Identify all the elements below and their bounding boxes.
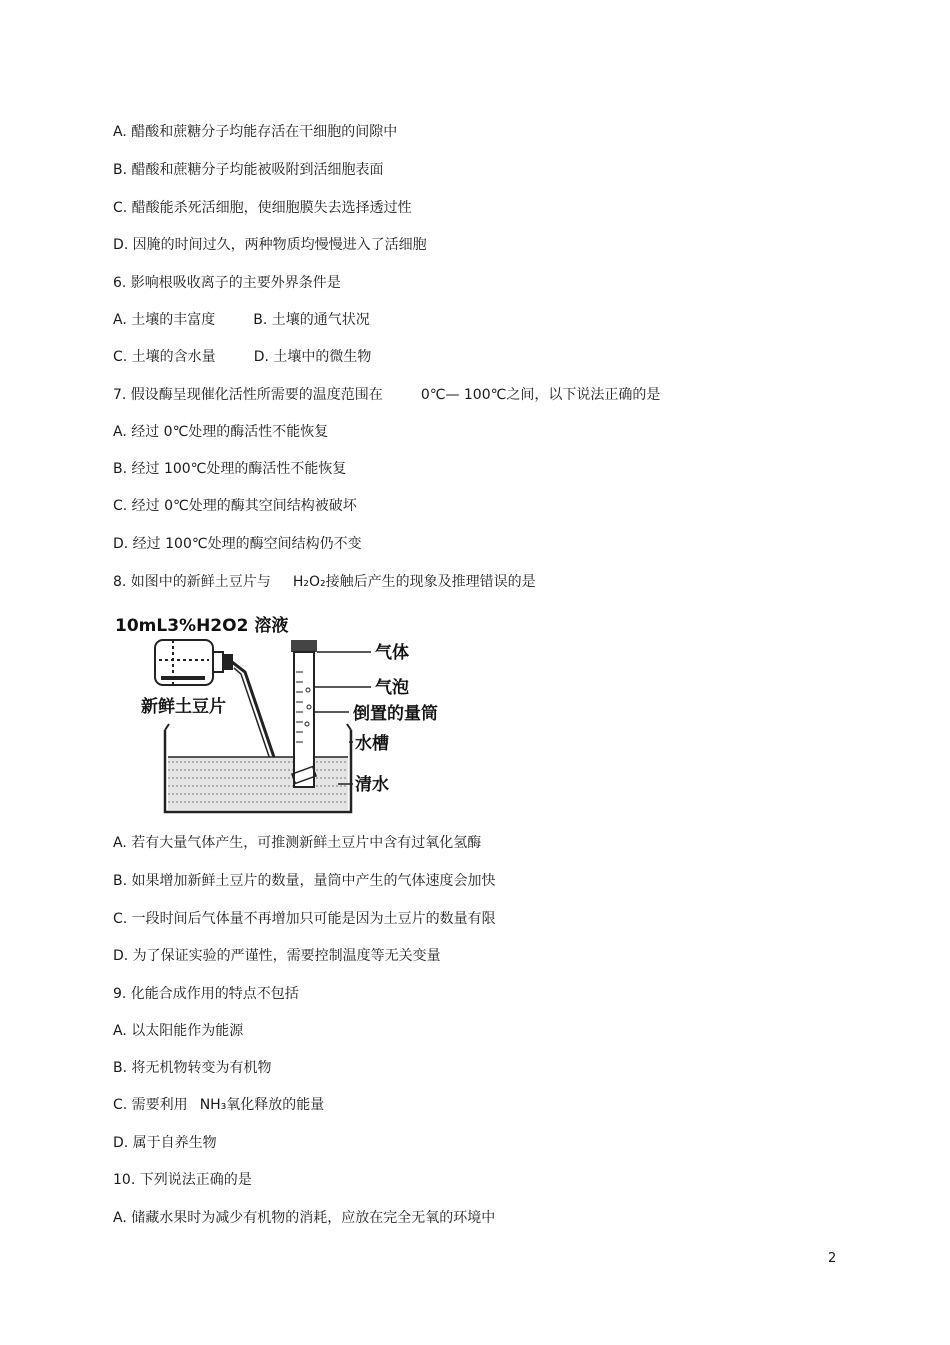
q5-option-a: A. 醋酸和蔗糖分子均能存活在干细胞的间隙中 bbox=[113, 124, 398, 140]
q6-option-c: C. 土壤的含水量 bbox=[113, 349, 216, 365]
q8-option-d: D. 为了保证实验的严谨性，需要控制温度等无关变量 bbox=[113, 948, 441, 964]
q5-option-c: C. 醋酸能杀死活细胞，使细胞膜失去选择透过性 bbox=[113, 200, 412, 216]
q8-option-a: A. 若有大量气体产生，可推测新鲜土豆片中含有过氧化氢酶 bbox=[113, 835, 482, 851]
q9-stem: 9. 化能合成作用的特点不包括 bbox=[113, 986, 299, 1002]
q7-option-d: D. 经过 100℃处理的酶空间结构仍不变 bbox=[113, 536, 362, 552]
nh3-formula: NH₃ bbox=[199, 1097, 227, 1113]
page-number: 2 bbox=[828, 1251, 837, 1266]
experiment-diagram bbox=[113, 612, 458, 822]
q7-option-b: B. 经过 100℃处理的酶活性不能恢复 bbox=[113, 461, 347, 477]
water-label: 清水 bbox=[355, 775, 389, 795]
q7-stem: 7. 假设酶呈现催化活性所需要的温度范围在 0℃— 100℃之间，以下说法正确的是 bbox=[113, 387, 661, 403]
q8-stem: 8. 如图中的新鲜土豆片与 H₂O₂接触后产生的现象及推理错误的是 bbox=[113, 574, 536, 590]
q6-option-a: A. 土壤的丰富度 bbox=[113, 312, 216, 328]
figure-title: 10mL3%H2O2 溶液 bbox=[115, 616, 289, 636]
cylinder-label: 倒置的量筒 bbox=[353, 704, 438, 724]
h2o2-bottle bbox=[155, 640, 232, 685]
water-tank bbox=[165, 724, 351, 812]
q6-option-b: B. 土壤的通气状况 bbox=[253, 312, 370, 328]
q8-option-c: C. 一段时间后气体量不再增加只可能是因为土豆片的数量有限 bbox=[113, 911, 496, 927]
q9-option-b: B. 将无机物转变为有机物 bbox=[113, 1060, 272, 1076]
q7-option-c: C. 经过 0℃处理的酶其空间结构被破坏 bbox=[113, 498, 357, 514]
q9-option-a: A. 以太阳能作为能源 bbox=[113, 1023, 244, 1039]
gas-label: 气体 bbox=[375, 643, 409, 663]
q6-options-row1 bbox=[113, 311, 370, 329]
q6-options-row2 bbox=[113, 348, 371, 366]
potato-label: 新鲜土豆片 bbox=[141, 697, 226, 717]
tank-label: 水槽 bbox=[355, 734, 389, 754]
experiment-figure bbox=[113, 612, 458, 822]
q8-option-b: B. 如果增加新鲜土豆片的数量，量筒中产生的气体速度会加快 bbox=[113, 873, 496, 889]
bubble-label: 气泡 bbox=[375, 678, 409, 698]
inverted-cylinder bbox=[291, 640, 317, 787]
q9-option-d: D. 属于自养生物 bbox=[113, 1135, 217, 1151]
q10-option-a: A. 储藏水果时为减少有机物的消耗，应放在完全无氧的环境中 bbox=[113, 1210, 496, 1226]
q5-option-b: B. 醋酸和蔗糖分子均能被吸附到活细胞表面 bbox=[113, 162, 384, 178]
q9-option-c: C. 需要利用 NH₃氧化释放的能量 bbox=[113, 1097, 325, 1113]
q5-option-d: D. 因腌的时间过久，两种物质均慢慢进入了活细胞 bbox=[113, 237, 427, 253]
q6-stem: 6. 影响根吸收离子的主要外界条件是 bbox=[113, 275, 341, 291]
q7-option-a: A. 经过 0℃处理的酶活性不能恢复 bbox=[113, 424, 329, 440]
q6-option-d: D. 土壤中的微生物 bbox=[253, 349, 372, 365]
q10-stem: 10. 下列说法正确的是 bbox=[113, 1172, 252, 1188]
h2o2-formula: H₂O₂ bbox=[292, 574, 326, 590]
